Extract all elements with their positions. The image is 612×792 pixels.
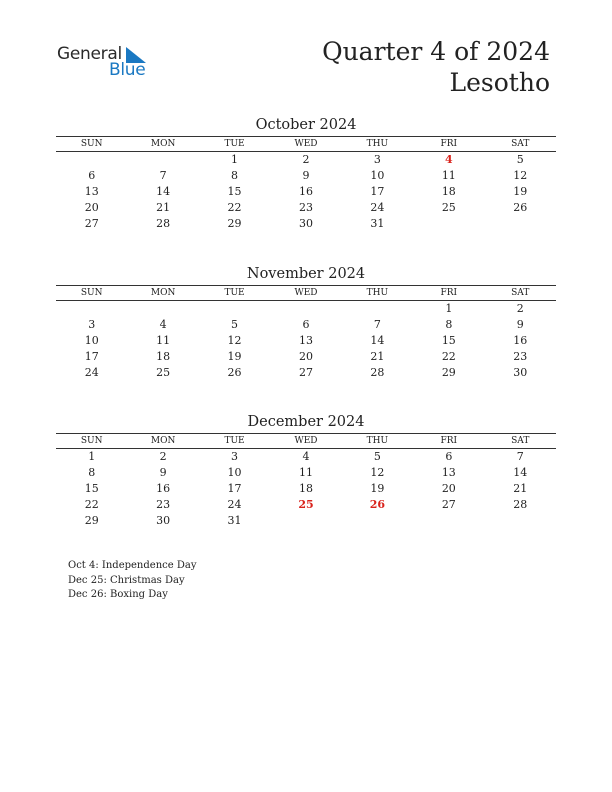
day-cell: 2 [302, 153, 310, 167]
day-cell: 20 [441, 481, 456, 495]
day-cell: 12 [227, 333, 242, 347]
day-cell: 1 [231, 153, 239, 167]
day-cell: 20 [298, 349, 313, 363]
day-cell: 1 [88, 450, 96, 464]
weekday-label: SUN [80, 139, 103, 149]
weekday-label: MON [150, 288, 176, 298]
week-row [56, 496, 556, 512]
weekday-label: WED [294, 436, 318, 446]
day-cell: 22 [227, 200, 242, 214]
day-cell: 17 [227, 481, 242, 495]
day-cell: 30 [513, 365, 528, 379]
day-cell: 17 [84, 349, 99, 363]
day-cell: 22 [84, 497, 99, 511]
day-cell: 8 [231, 169, 239, 183]
holiday-day-cell: 4 [444, 153, 453, 167]
day-cell: 14 [513, 466, 528, 480]
day-cell: 7 [516, 450, 524, 464]
day-cell: 17 [370, 184, 385, 198]
day-cell: 27 [84, 216, 99, 230]
holiday-note: Oct 4: Independence Day [68, 560, 197, 571]
day-cell: 28 [370, 365, 385, 379]
day-cell: 6 [88, 169, 96, 183]
weekday-label: WED [294, 288, 318, 298]
day-cell: 8 [88, 466, 96, 480]
day-cell: 24 [370, 200, 385, 214]
weekday-label: THU [366, 288, 389, 298]
day-cell: 24 [84, 365, 99, 379]
day-cell: 5 [231, 318, 239, 332]
day-cell: 8 [445, 318, 453, 332]
week-row [56, 215, 556, 231]
month-title: November 2024 [246, 266, 366, 282]
day-cell: 25 [156, 365, 171, 379]
weekday-label: SUN [80, 288, 103, 298]
holiday-notes [68, 559, 196, 603]
day-cell: 3 [231, 450, 239, 464]
day-cell: 14 [370, 333, 385, 347]
day-cell: 9 [159, 466, 167, 480]
title-quarter: Quarter 4 of 2024 [322, 37, 550, 66]
week-row [56, 152, 556, 168]
weekday-label: THU [366, 436, 389, 446]
month-title: December 2024 [247, 414, 365, 430]
day-cell: 2 [159, 450, 167, 464]
day-cell: 3 [373, 153, 381, 167]
holiday-day-cell: 26 [369, 497, 386, 511]
day-cell: 7 [159, 169, 167, 183]
day-cell: 1 [445, 302, 453, 316]
day-cell: 15 [84, 481, 99, 495]
day-cell: 23 [513, 349, 528, 363]
day-cell: 29 [84, 513, 99, 527]
weekday-header [56, 285, 556, 301]
weekday-label: MON [150, 139, 176, 149]
week-row [56, 449, 556, 465]
week-row [56, 333, 556, 349]
holiday-note: Dec 25: Christmas Day [68, 574, 185, 586]
weekday-label: SUN [80, 436, 103, 446]
day-cell: 5 [516, 153, 524, 167]
day-cell: 29 [227, 216, 242, 230]
week-row [56, 184, 556, 200]
day-cell: 26 [227, 365, 242, 379]
day-cell: 11 [156, 333, 171, 347]
weekday-label: SAT [511, 139, 530, 149]
day-cell: 11 [298, 466, 313, 480]
day-cell: 21 [156, 200, 171, 214]
logo-text-general: General [57, 44, 122, 64]
week-row [56, 364, 556, 380]
weekday-label: SAT [511, 436, 530, 446]
weekday-label: TUE [224, 436, 245, 446]
logo-text-blue: Blue [109, 60, 146, 80]
day-cell: 12 [513, 169, 528, 183]
day-cell: 14 [156, 184, 171, 198]
weekday-label: FRI [440, 288, 458, 298]
holiday-note: Dec 26: Boxing Day [68, 589, 168, 601]
weekday-label: FRI [440, 139, 458, 149]
weekday-label: FRI [440, 436, 458, 446]
day-cell: 13 [441, 466, 456, 480]
day-cell: 10 [84, 333, 99, 347]
day-cell: 4 [302, 450, 310, 464]
page-title [322, 36, 550, 98]
day-cell: 15 [441, 333, 456, 347]
day-cell: 30 [298, 216, 313, 230]
month-calendar [56, 265, 556, 380]
day-cell: 9 [302, 169, 310, 183]
holiday-day-cell: 25 [298, 497, 314, 511]
weekday-label: WED [294, 139, 318, 149]
day-cell: 28 [156, 216, 171, 230]
day-cell: 16 [298, 184, 313, 198]
day-cell: 18 [156, 349, 171, 363]
day-cell: 15 [227, 184, 242, 198]
week-row [56, 168, 556, 184]
title-country: Lesotho [449, 68, 550, 97]
day-cell: 31 [227, 513, 242, 527]
week-row [56, 317, 556, 333]
weekday-label: TUE [224, 288, 245, 298]
day-cell: 25 [441, 200, 456, 214]
day-cell: 19 [227, 349, 242, 363]
day-cell: 5 [373, 450, 381, 464]
day-cell: 10 [370, 169, 385, 183]
day-cell: 10 [227, 466, 242, 480]
weekday-label: SAT [511, 288, 530, 298]
month-title: October 2024 [255, 117, 357, 133]
day-cell: 31 [370, 216, 385, 230]
day-cell: 16 [156, 481, 171, 495]
day-cell: 13 [298, 333, 313, 347]
day-cell: 23 [298, 200, 313, 214]
day-cell: 13 [84, 184, 99, 198]
weekday-label: THU [366, 139, 389, 149]
month-calendar [56, 116, 556, 231]
day-cell: 26 [513, 200, 528, 214]
week-row [56, 301, 556, 317]
day-cell: 29 [441, 365, 456, 379]
weekday-label: MON [150, 436, 176, 446]
generalblue-logo [57, 44, 157, 84]
day-cell: 24 [227, 497, 242, 511]
day-cell: 16 [513, 333, 528, 347]
day-cell: 20 [84, 200, 99, 214]
day-cell: 22 [441, 349, 456, 363]
day-cell: 21 [513, 481, 528, 495]
day-cell: 18 [441, 184, 456, 198]
day-cell: 3 [88, 318, 96, 332]
day-cell: 19 [370, 481, 385, 495]
week-row [56, 512, 556, 528]
day-cell: 6 [445, 450, 453, 464]
day-cell: 23 [156, 497, 171, 511]
day-cell: 28 [513, 497, 528, 511]
day-cell: 12 [370, 466, 385, 480]
day-cell: 4 [159, 318, 167, 332]
weekday-label: TUE [224, 139, 245, 149]
weekday-header [56, 433, 556, 449]
day-cell: 30 [156, 513, 171, 527]
week-row [56, 481, 556, 497]
day-cell: 18 [298, 481, 313, 495]
day-cell: 9 [516, 318, 524, 332]
day-cell: 21 [370, 349, 385, 363]
day-cell: 7 [373, 318, 381, 332]
day-cell: 27 [298, 365, 313, 379]
week-row [56, 348, 556, 364]
week-row [56, 465, 556, 481]
day-cell: 6 [302, 318, 310, 332]
weekday-header [56, 136, 556, 152]
day-cell: 11 [441, 169, 456, 183]
month-calendar [56, 413, 556, 528]
week-row [56, 199, 556, 215]
day-cell: 19 [513, 184, 528, 198]
day-cell: 27 [441, 497, 456, 511]
day-cell: 2 [516, 302, 524, 316]
